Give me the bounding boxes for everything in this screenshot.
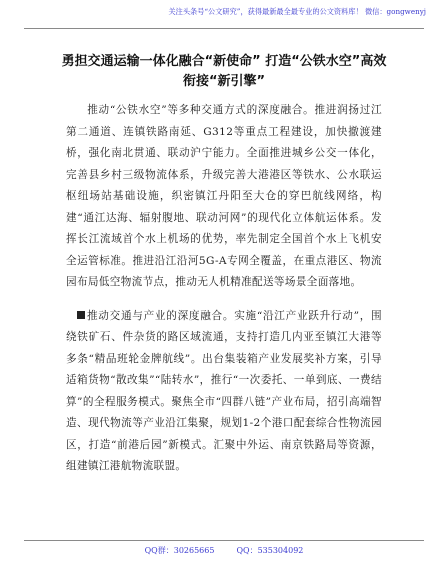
document-body [66, 100, 382, 478]
document-title-line-1: 勇担交通运输一体化融合“新使命” 打造“公铁水空”高效 [61, 54, 387, 69]
document-title-line-2: 衔接“新引擎” [182, 74, 266, 89]
document-title [60, 52, 388, 92]
paragraph-2-text: 推动交通与产业的深度融合。实施“沿江产业跃升行动”，围绕铁矿石、件杂货的路区域流通，支持打造几内亚至镇江大港等多条“精品班轮金牌航线”。出台集装箱产业发展奖补方案，引导适箱货物“散改集”“陆转水”，推行“一次委托、一单到底、一费结算”的全程服务模式。聚焦全市“四群八链”产业布局，招引高端智造、现代物流等产业沿江集聚，规划1-2个港口配套综合性物流园区，打造“前港后园”新模式。汇聚中外运、南京铁路局等资源，组建镇江港航物流联盟。 [66, 309, 382, 472]
bullet-square-icon [77, 311, 85, 319]
footer-qq: QQ：535304092 [236, 546, 304, 555]
footer [0, 545, 448, 557]
paragraph-2 [66, 306, 382, 478]
header-divider [24, 28, 424, 29]
footer-qq-group: QQ群：30265665 [144, 546, 215, 555]
paragraph-1: 推动“公铁水空”等多种交通方式的深度融合。推进润扬过江第二通道、连镇铁路南延、G312等重点工程建设，加快撤渡建桥，强化南北贯通、联动沪宁能力。全面推进城乡公交一体化，完善县乡村三级物流体系，升级完善大港港区等铁水、公水联运枢纽场站基础设施，织密镇江丹阳至大仓的穿巴航线网络，构建“通江达海、辐射腹地、联动河网”的现代化立体航运体系。发挥长江流域首个水上机场的优势，率先制定全国首个水上飞机安全运管标准。推进沿江沿河5G-A专网全覆盖，在重点港区、物流园布局低空物流节点，推动无人机精准配送等场景全面落地。 [66, 104, 382, 288]
header-banner: 关注头条号“公文研究”，获得最新最全最专业的公文资料库！ 微信：gongwenyj [168, 7, 426, 16]
footer-divider [24, 540, 424, 541]
